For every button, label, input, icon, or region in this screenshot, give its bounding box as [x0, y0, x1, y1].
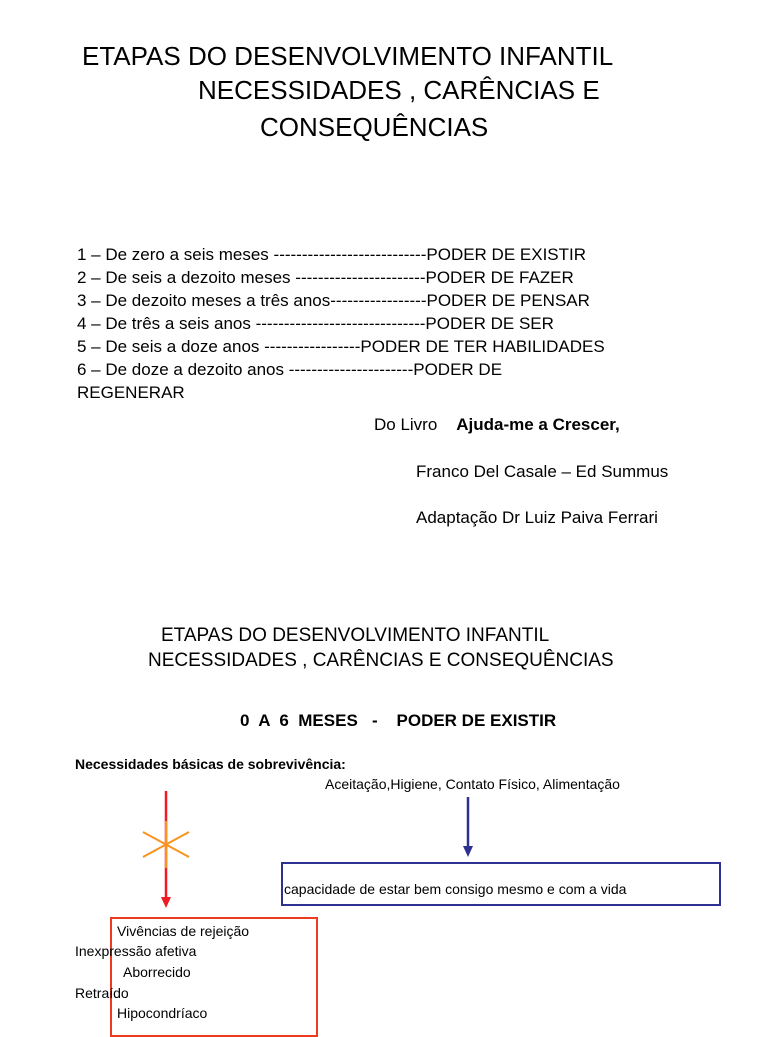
- needs-list: Aceitação,Higiene, Contato Físico, Alimentação: [325, 776, 620, 792]
- needs-label: Necessidades básicas de sobrevivência:: [75, 756, 346, 772]
- deprivation-item: Retraído: [75, 985, 129, 1001]
- red-arrow-head: [161, 897, 171, 908]
- deprivation-item: Vivências de rejeição: [117, 923, 250, 939]
- stage-item: 4 – De três a seis anos ------------------------------PODER DE SER: [77, 314, 554, 333]
- stage-item: 3 – De dezoito meses a três anos-----------------PODER DE PENSAR: [77, 291, 590, 310]
- slide1-title-line3: CONSEQUÊNCIAS: [260, 112, 489, 142]
- source-book: Ajuda-me a Crescer,: [456, 415, 620, 434]
- stage-item: 2 – De seis a dezoito meses -----------------------PODER DE FAZER: [77, 268, 574, 287]
- deprivation-item: Inexpressão afetiva: [75, 943, 197, 959]
- slide2-title-line1: ETAPAS DO DESENVOLVIMENTO INFANTIL: [161, 625, 550, 646]
- blue-arrow-head: [463, 846, 473, 857]
- stage-item: 5 – De seis a doze anos -----------------PODER DE TER HABILIDADES: [77, 337, 605, 356]
- stage-item: 6 – De doze a dezoito anos ----------------------PODER DE: [77, 360, 503, 379]
- slide1-title-line2: NECESSIDADES , CARÊNCIAS E: [198, 75, 600, 105]
- deprivation-item: Hipocondríaco: [117, 1005, 208, 1021]
- stage-item: REGENERAR: [77, 383, 185, 402]
- author-line: Franco Del Casale – Ed Summus: [416, 462, 669, 481]
- slide2-title-line2: NECESSIDADES , CARÊNCIAS E CONSEQUÊNCIAS: [148, 650, 614, 671]
- source-prefix: Do Livro: [374, 415, 438, 434]
- outcome-text: capacidade de estar bem consigo mesmo e com a vida: [284, 881, 627, 897]
- deprivation-item: Aborrecido: [123, 964, 191, 980]
- adaptation-line: Adaptação Dr Luiz Paiva Ferrari: [416, 508, 658, 527]
- slide1-title-line1: ETAPAS DO DESENVOLVIMENTO INFANTIL: [82, 41, 614, 71]
- stage-item: 1 – De zero a seis meses ---------------------------PODER DE EXISTIR: [77, 245, 587, 264]
- stage-heading: 0 A 6 MESES - PODER DE EXISTIR: [240, 711, 557, 730]
